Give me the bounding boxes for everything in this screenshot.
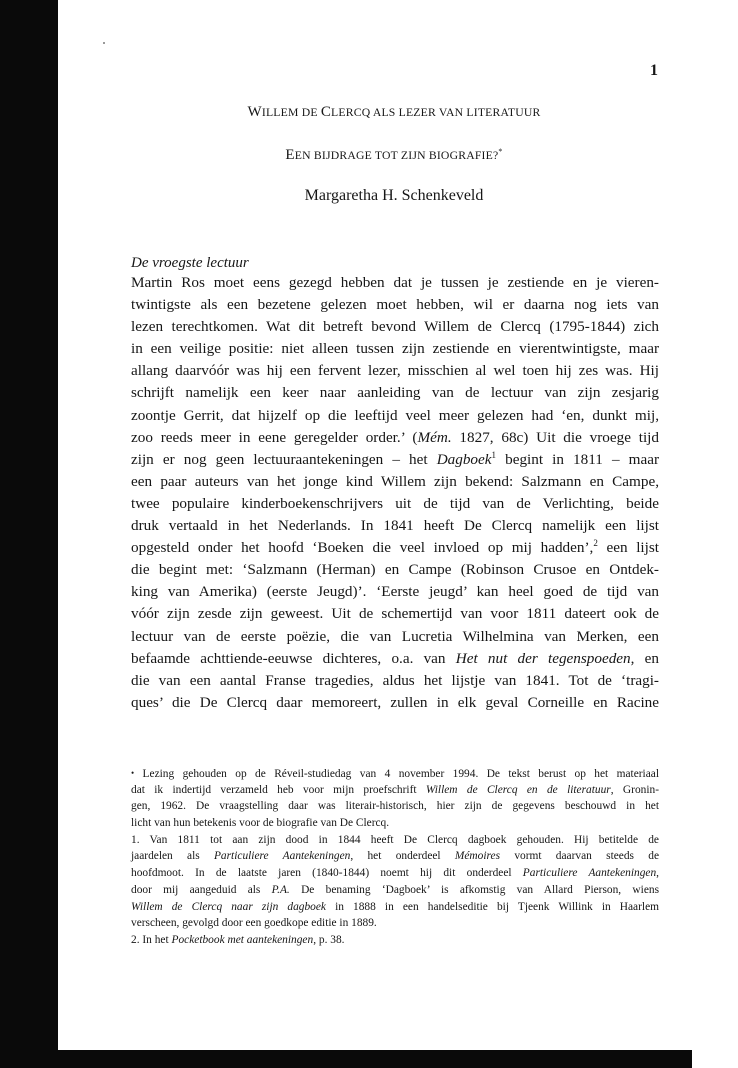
body-line bbox=[131, 360, 659, 382]
body-line bbox=[131, 382, 659, 404]
text-run: een lijst bbox=[597, 539, 659, 557]
scan-bottom-border bbox=[0, 1050, 692, 1068]
text-run: 1827, 68c) Uit die vroege tijd bbox=[451, 428, 659, 446]
text-run: in een veilige positie: niet alleen tussen zijn zestiende en vierentwintigste, maar bbox=[131, 340, 659, 358]
body-line bbox=[131, 648, 659, 670]
text-run: , en bbox=[630, 649, 659, 667]
body-line bbox=[131, 405, 659, 427]
article-title bbox=[130, 104, 658, 121]
body-line bbox=[131, 471, 659, 493]
text-run: lezen terechtkomen. Wat dit betreft bevond Willem de Clercq (1795-1844) zich bbox=[131, 318, 659, 336]
text-run: allang daarvóór was hij een fervent lezer, misschien al wel toen hij zes was. Hij bbox=[131, 362, 659, 380]
text-run: een paar auteurs van het jonge kind Willem zijn bekend: Salzmann en Campe, bbox=[131, 472, 659, 490]
text-run: begint in 1811 – maar bbox=[496, 450, 659, 468]
text-run: vormt daarvan steeds de bbox=[500, 850, 660, 863]
text-run: licht van hun betekenis voor de biografie van De Clercq. bbox=[131, 817, 390, 830]
footnote-line bbox=[131, 865, 659, 882]
italic-text: Willem de Clercq en de literatuur bbox=[425, 783, 611, 796]
footnote-line bbox=[131, 882, 659, 899]
body-line bbox=[131, 294, 659, 316]
footnote-reference: 2 bbox=[593, 538, 598, 549]
text-run: druk vertaald in het Nederlands. In 1841 heeft De Clercq namelijk een lijst bbox=[131, 517, 659, 535]
body-line bbox=[131, 626, 659, 648]
body-line bbox=[131, 692, 659, 714]
text-run: in 1888 in een handelseditie bij Tjeenk Willink in Haarlem bbox=[326, 900, 659, 913]
text-run: lectuur van de eerste poëzie, die van Lucretia Wilhelmina van Merken, een bbox=[131, 627, 659, 645]
article-subtitle bbox=[130, 147, 658, 164]
footnote-line bbox=[131, 798, 659, 815]
text-run: verscheen, gevolgd door een goedkope editie in 1889. bbox=[131, 917, 377, 930]
text-run: die begint met: ‘Salzmann (Herman) en Campe (Robinson Crusoe en Ontdek- bbox=[131, 561, 659, 579]
text-run: ques’ die De Clercq daar memoreert, zullen in elk geval Corneille en Racine bbox=[131, 693, 659, 711]
text-run: zoo reeds meer in eene geregelder order.’ ( bbox=[131, 428, 418, 446]
body-line bbox=[131, 670, 659, 692]
text-run: • bbox=[131, 768, 135, 778]
footnote-line bbox=[131, 815, 659, 832]
text-run: opgesteld onder het hoofd ‘Boeken die veel invloed op mij hadden’, bbox=[131, 539, 594, 557]
text-run: 2. In het bbox=[131, 933, 172, 946]
text-run: , bbox=[656, 867, 659, 880]
text-run: die van een aantal Franse tragedies, aldus het lijstje van 1841. Tot de ‘tragi- bbox=[131, 671, 659, 689]
text-run: hoofdmoot. In de laatste jaren (1840-1844) noemt hij dit onderdeel bbox=[131, 867, 523, 880]
text-run: dat ik indertijd verzameld heb voor mijn proefschrift bbox=[131, 783, 426, 796]
footnotes bbox=[131, 765, 659, 949]
text-run: twintigste als een bezetene gelezen moet hebben, wil er daarna nog iets van bbox=[131, 296, 659, 314]
text-run: , p. 38. bbox=[313, 933, 345, 946]
text-run: king van Amerika) (eerste Jeugd)’. ‘Eerste jeugd’ kan heel goed de tijd van bbox=[131, 583, 659, 601]
footnote-line bbox=[131, 932, 659, 949]
section-heading: De vroegste lectuur bbox=[131, 255, 249, 271]
body-line bbox=[131, 272, 659, 294]
article-title-text: WILLEM DE CLERCQ ALS LEZER VAN LITERATUUR bbox=[247, 104, 541, 120]
italic-text: Mém. bbox=[417, 428, 452, 446]
body-line bbox=[131, 493, 659, 515]
scan-speck bbox=[103, 42, 105, 44]
footnote-reference: 1 bbox=[491, 449, 497, 460]
page-number: 1 bbox=[650, 62, 658, 79]
footnote-line bbox=[131, 899, 659, 916]
body-line bbox=[131, 338, 659, 360]
text-run: jaardelen als bbox=[131, 850, 214, 863]
text-run: Lezing gehouden op de Réveil-studiedag van 4 november 1994. De tekst berust op het materiaal bbox=[134, 768, 659, 780]
body-line bbox=[131, 515, 659, 537]
body-line bbox=[131, 603, 659, 625]
italic-text: Dagboek bbox=[436, 450, 492, 468]
body-line bbox=[131, 316, 659, 338]
footnote-line bbox=[131, 832, 659, 849]
body-line bbox=[131, 537, 659, 559]
footnote-line bbox=[131, 848, 659, 865]
italic-text: Pocketbook met aantekeningen bbox=[171, 933, 314, 946]
text-run: twee populaire kinderboekenschrijvers uit de tijd van de Verlichting, beide bbox=[131, 494, 659, 512]
body-text bbox=[131, 272, 659, 714]
footnote-line bbox=[131, 782, 659, 799]
body-line bbox=[131, 449, 659, 471]
text-run: zoontje Gerrit, dat hijzelf op die leeftijd veel meer gelezen had ‘en, dunkt mij, bbox=[131, 406, 659, 424]
italic-text: Particuliere Aantekeningen bbox=[522, 867, 657, 880]
text-run: , het onderdeel bbox=[350, 850, 455, 863]
body-line bbox=[131, 559, 659, 581]
italic-text: Particuliere Aantekeningen bbox=[213, 850, 351, 863]
footnote-line bbox=[131, 765, 659, 782]
text-run: door mij aangeduid als bbox=[131, 883, 272, 896]
text-run: befaamde achttiende-eeuwse dichteres, o.a. van bbox=[131, 649, 456, 667]
footnote-line bbox=[131, 915, 659, 932]
text-run: gen, 1962. De vraagstelling daar was literair-historisch, hier zijn de gegevens beschouwd in het bbox=[131, 800, 659, 813]
italic-text: P.A. bbox=[271, 883, 290, 896]
italic-text: Willem de Clercq naar zijn dagboek bbox=[131, 900, 326, 913]
body-line bbox=[131, 581, 659, 603]
text-run: 1. Van 1811 tot aan zijn dood in 1844 heeft De Clercq dagboek gehouden. Hij betitelde de bbox=[131, 833, 659, 846]
text-run: Martin Ros moet eens gezegd hebben dat je tussen je zestiende en je vieren- bbox=[131, 274, 659, 291]
italic-text: Mémoires bbox=[454, 850, 501, 863]
text-run: , Gronin- bbox=[610, 783, 659, 796]
text-run: vóór zijn zesde zijn geweest. Uit de schemertijd van voor 1811 dateert ook de bbox=[131, 605, 659, 623]
italic-text: Het nut der tegenspoeden bbox=[455, 649, 631, 667]
text-run: De benaming ‘Dagboek’ is afkomstig van Allard Pierson, wiens bbox=[289, 883, 659, 896]
subtitle-note-mark: * bbox=[498, 147, 503, 156]
text-run: zijn er nog geen lectuuraantekeningen – het bbox=[131, 450, 437, 468]
author-name: Margaretha H. Schenkeveld bbox=[304, 187, 484, 204]
text-run: schrijft namelijk een keer naar aanleiding van de lectuur van zijn zesjarig bbox=[131, 384, 659, 402]
scan-left-border bbox=[0, 0, 58, 1068]
body-line bbox=[131, 427, 659, 449]
article-subtitle-text: EEN BIJDRAGE TOT ZIJN BIOGRAFIE? bbox=[285, 147, 499, 164]
